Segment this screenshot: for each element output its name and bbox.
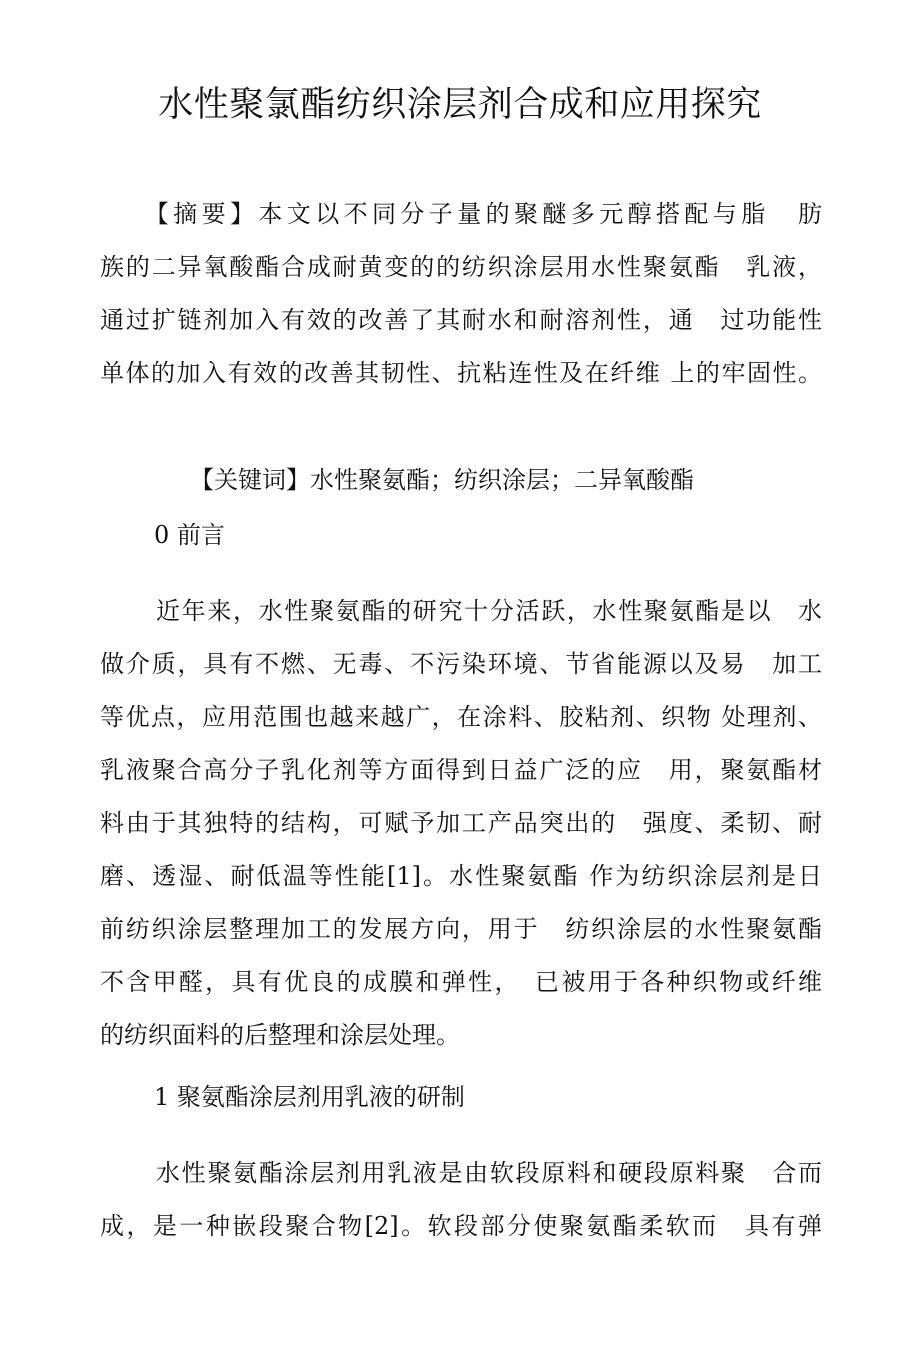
abstract-paragraph: [100, 188, 822, 400]
section-heading-preface: 0 前言: [154, 521, 225, 549]
preface-line-4: 乳液聚合高分子乳化剂等方面得到日益广泛的应 用，聚氨酯材: [100, 756, 822, 784]
preface-line-5: 料由于其独特的结构，可赋予加工产品突出的 强度、柔韧、耐: [100, 809, 822, 837]
section-heading-emulsion: 1 聚氨酯涂层剂用乳液的研制: [154, 1083, 465, 1111]
abstract-line-4: 单体的加入有效的改善其韧性、抗粘连性及在纤维 上的牢固性。: [100, 359, 822, 387]
preface-line-6: 磨、透湿、耐低温等性能[1]。水性聚氨酯 作为纺织涂层剂是日: [100, 862, 822, 890]
keywords-line: 【关键词】水性聚氨酯；纺织涂层；二异氧酸酯: [190, 466, 694, 494]
emulsion-line-1: 水性聚氨酯涂层剂用乳液是由软段原料和硬段原料聚 合而: [156, 1159, 822, 1187]
document-title: 水性聚氯酯纺织涂层剂合成和应用探究: [158, 85, 762, 125]
preface-line-3: 等优点，应用范围也越来越广，在涂料、胶粘剂、织物 处理剂、: [100, 703, 822, 731]
abstract-line-3: 通过扩链剂加入有效的改善了其耐水和耐溶剂性，通 过功能性: [100, 306, 822, 334]
preface-line-2: 做介质，具有不燃、无毒、不污染环境、节省能源以及易 加工: [100, 650, 822, 678]
abstract-line-2: 族的二异氧酸酯合成耐黄变的的纺织涂层用水性聚氨酯 乳液，: [100, 253, 822, 281]
preface-line-9: 的纺织面料的后整理和涂层处理。: [100, 1021, 460, 1049]
emulsion-line-2: 成，是一种嵌段聚合物[2]。软段部分使聚氨酯柔软而 具有弹: [100, 1212, 822, 1240]
abstract-line-1: 【摘要】本文以不同分子量的聚醚多元醇搭配与脂 肪: [100, 200, 822, 228]
preface-line-7: 前纺织涂层整理加工的发展方向，用于 纺织涂层的水性聚氨酯: [100, 915, 822, 943]
preface-line-8: 不含甲醛，具有优良的成膜和弹性， 已被用于各种织物或纤维: [100, 968, 822, 996]
preface-line-1: 近年来，水性聚氨酯的研究十分活跃，水性聚氨酯是以 水: [156, 597, 822, 625]
preface-paragraph: [100, 585, 822, 1062]
emulsion-paragraph: [100, 1147, 822, 1253]
